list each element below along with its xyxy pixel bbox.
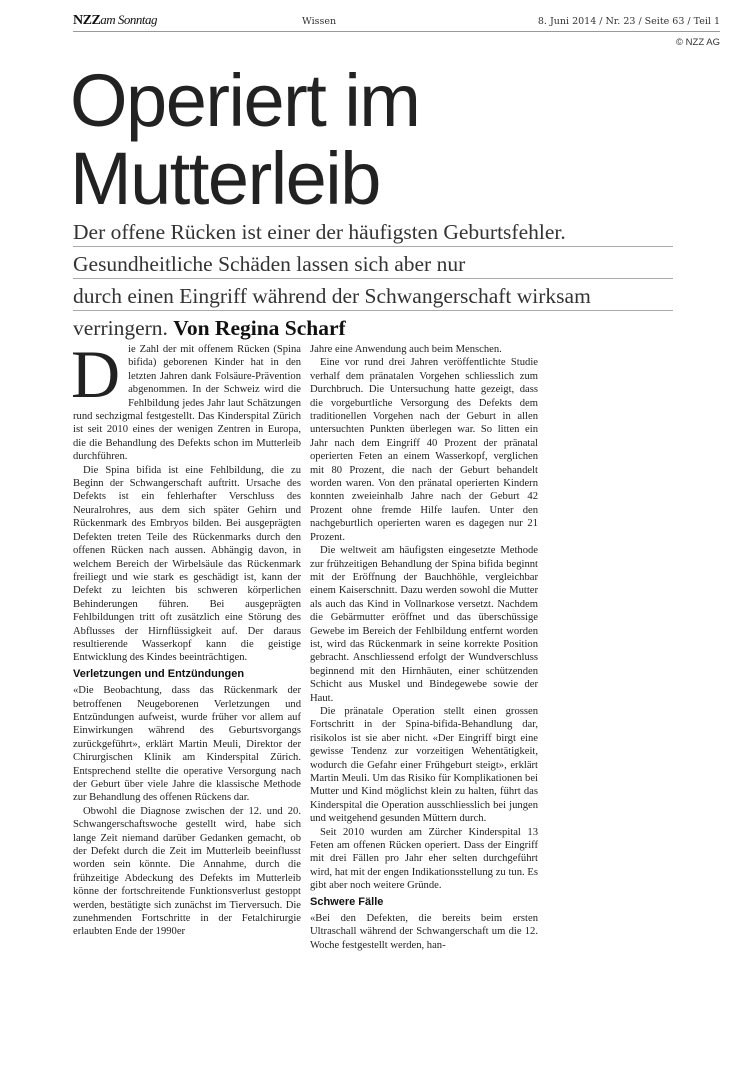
body-paragraph: Die Spina bifida ist eine Fehlbildung, die zu Beginn der Schwangerschaft auftritt. Ursache des Defekts ist ein fehlerhafter Verschluss des Neuralrohres, aus dem sich später Gehirn und Rückenmark des Embryos bilden. Bei ausgeprägten Defekten treten Teile des Rückenmarks durch den offenen Rücken nach aussen. Abhängig davon, in welchem Bereich der Wirbelsäule das Rückenmark freiliegt und wie stark es geschädigt ist, kann der Defekt zu leichten bis schweren körperlichen Behinderungen führen. Bei ausgeprägten Fehlbildungen tritt oft zusätzlich eine Störung des Abflusses der Hirnflüssigkeit auf. Der daraus resultierende Wasserkopf kann die geistige Entwicklung des Kindes beeinträchtigen.	[73, 464, 301, 664]
body-paragraph: Eine vor rund drei Jahren veröffentlichte Studie verhalf dem pränatalen Vorgehen schliesslich zum Durchbruch. Die Untersuchung hatte gezeigt, dass die vorgeburtliche Versorgung des Defekts dem traditionellen Vorgehen nach der Geburt in allen untersuchten Punkten überlegen war. So litten ein Jahr nach dem Eingriff 40 Prozent der pränatal operierten Feten an einem Wasserkopf, verglichen mit 80 Prozent, die nach der Geburt behandelt worden waren. Von den pränatal operierten Kindern konnten zweieinhalb Jahre nach der Geburt 42 Prozent ohne fremde Hilfe laufen. Unter den nachgeburtlich operierten waren es dagegen nur 21 Prozent.	[310, 357, 538, 543]
body-paragraph: «Die Beobachtung, dass das Rückenmark der betroffenen Neugeborenen Verletzungen und Entzündungen aufweist, wurde früher vor allem auf Einwirkungen während des Geburtsvorgangs zurückgeführt», erklärt Martin Meuli, Direktor der Chirurgischen Klinik am Kinderspital Zürich. Entsprechend stellte die operative Versorgung nach der Geburt über viele Jahre die klassische Methode zur Behandlung des offenen Rückens dar.	[73, 685, 301, 804]
subheading: Verletzungen und Entzündungen	[73, 667, 245, 680]
body-paragraph: Seit 2010 wurden am Zürcher Kinderspital 13 Feten am offenen Rücken operiert. Dass der Eingriff mit drei Fällen pro Jahr eher selten durchgeführt wird, hat mit der engen Indikationsstellung zu tun. Es gibt aber noch weitere Gründe.	[310, 826, 538, 892]
article-column-1	[71, 336, 301, 939]
subheading: Schwere Fälle	[310, 895, 384, 908]
byline: Von Regina Scharf	[173, 316, 346, 340]
lead-paragraph	[73, 218, 673, 345]
headline-line-2: Mutterleib	[70, 137, 380, 220]
body-paragraph: Jahre eine Anwendung auch beim Menschen.	[310, 344, 502, 355]
lead-line: Der offene Rücken ist einer der häufigsten Geburtsfehler.	[73, 218, 673, 247]
page-header	[73, 14, 720, 30]
nzz-logo: NZZam Sonntag	[73, 12, 158, 28]
body-paragraph: Obwohl die Diagnose zwischen der 12. und 20. Schwangerschaftswoche gestellt wird, habe sich lange Zeit niemand darüber Gedanken gemacht, ob der Defekt durch die Zeit im Mutterleib beeinflusst worden sein könnte. Die Annahme, durch die frühzeitige Abdeckung des Defekts im Mutterleib könne der fortschreitende Funktionsverlust gestoppt werden, bestätigte sich zunächst im Tierversuch. Die zunehmenden Fortschritte in der Fetalchirurgie erlaubten Ende der 1990er	[73, 805, 301, 938]
copyright: © NZZ AG	[676, 37, 720, 48]
headline-line-1: Operiert im	[70, 59, 420, 142]
article-column-2	[310, 343, 538, 952]
drop-cap: D	[71, 336, 121, 412]
headline	[70, 59, 710, 220]
lead-line: verringern. Von Regina Scharf	[73, 316, 346, 340]
issue-meta: 8. Juni 2014 / Nr. 23 / Seite 63 / Teil 1	[537, 16, 720, 27]
section-label: Wissen	[302, 16, 337, 27]
body-paragraph: Die pränatale Operation stellt einen grossen Fortschritt in der Spina-bifida-Behandlung dar, risikolos ist sie aber nicht. «Der Eingriff birgt eine gewisse Tendenz zur vorzeitigen Wehentätigkeit, wodurch die Gefahr einer Frühgeburt steigt», erklärt Martin Meuli. Um das Risiko für Komplikationen bei Mutter und Kind möglichst klein zu halten, führt das Kinderspital die Operation ausschliesslich bei jungen und weitgehend gesunden Müttern durch.	[310, 705, 538, 825]
lead-line: durch einen Eingriff während der Schwangerschaft wirksam	[73, 282, 673, 311]
body-paragraph: ie Zahl der mit offenem Rücken (Spina bifida) geborenen Kinder hat in den letzten Jahren dank Folsäure-Prävention abgenommen. In der Schweiz wird die Fehlbildung jedes Jahr laut Schätzungen rund sechzigmal festgestellt. Das Kinderspital Zürich ist seit 2010 eines der wenigen Zentren in Europa, die die Behandlung des Defekts schon im Mutterleib durchführen.	[73, 344, 301, 463]
body-paragraph: Die weltweit am häufigsten eingesetzte Methode zur frühzeitigen Behandlung der Spina bifida beginnt mit der Eröffnung der Bauchhöhle, vergleichbar einem Kaiserschnitt. Dazu werden sowohl die Mutter als auch das Kind in Vollnarkose versetzt. Nachdem die Gebärmutter eröffnet und das überschüssige Gewebe im Bereich der Fehlbildung entfernt worden ist, wird das Rückenmark in seine korrekte Position gebracht. Anschliessend erfolgt der Wundverschluss beginnend mit den Hirnhäuten, einer schützenden Schicht aus Muskel und Bindegewebe sowie der Haut.	[310, 545, 538, 704]
lead-line: Gesundheitliche Schäden lassen sich aber nur	[73, 250, 673, 279]
body-paragraph: «Bei den Defekten, die bereits beim ersten Ultraschall während der Schwangerschaft um die 12. Woche festgestellt werden, han-	[310, 913, 538, 951]
header-rule	[73, 31, 720, 32]
